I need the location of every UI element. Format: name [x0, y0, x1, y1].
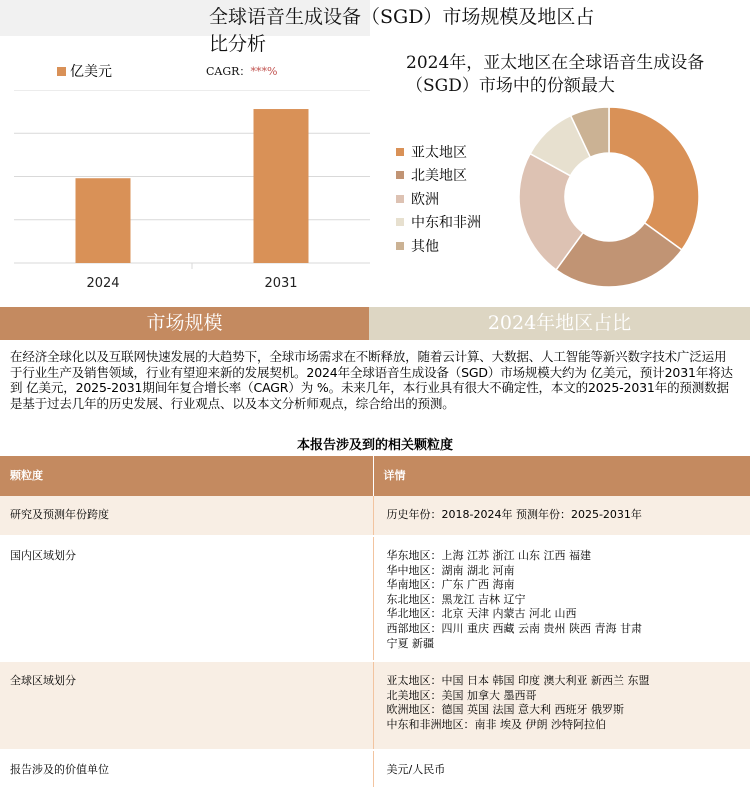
- cagr-label: [206, 63, 277, 79]
- donut-legend-label: 其他: [411, 238, 439, 255]
- table-cell-detail: [373, 750, 750, 788]
- detail-line: 东北地区：黑龙江 吉林 辽宁: [386, 592, 526, 606]
- donut-legend-item: [396, 187, 481, 211]
- table-row: [0, 496, 750, 536]
- detail-line: 美元/人民币: [386, 763, 446, 776]
- detail-line: 华东地区：上海 江苏 浙江 山东 江西 福建: [386, 549, 591, 562]
- intro-paragraph: 在经济全球化以及互联网快速发展的大趋势下，全球市场需求在不断释放，随着云计算、大数据、人工智能等新兴数字技术广泛运用于行业生产及销售领域，行业有望迎来新的发展契机。2024年全球语音生成设备（SGD）市场规模大约为 亿美元，预计2031年将达到 亿美元，2025-2031期间年复合增长率（CAGR）为 %。未来几年，本行业具有很大不确定性，本文的2025-2031年的预测数据是基于过去几年的历史发展、行业观点、以及本文分析师观点，综合给出的预测。: [10, 349, 733, 412]
- table-cell-label: 国内区域划分: [0, 536, 373, 661]
- donut-legend-swatch: [396, 242, 404, 250]
- donut-legend-item: [396, 234, 481, 258]
- detail-line: 宁夏 新疆: [386, 636, 434, 650]
- donut-slice-0: [609, 107, 699, 250]
- donut-legend-swatch: [396, 218, 404, 226]
- detail-line: 华北地区：北京 天津 内蒙古 河北 山西: [386, 607, 577, 621]
- donut-legend-label: 亚太地区: [411, 144, 467, 161]
- region-share-title: 2024年，亚太地区在全球语音生成设备（SGD）市场中的份额最大: [406, 53, 705, 96]
- section-region-share: 2024年地区占比: [369, 307, 750, 340]
- detail-line: 亚太地区：中国 日本 韩国 印度 澳大利亚 新西兰 东盟: [386, 674, 650, 687]
- donut-legend-label: 中东和非洲: [411, 215, 481, 232]
- donut-legend-item: [396, 164, 481, 188]
- table-cell-label: 报告涉及的价值单位: [0, 750, 373, 788]
- x-tick-label: 2031: [264, 276, 298, 291]
- detail-line: 华中地区：湖南 湖北 河南: [386, 563, 515, 577]
- donut-legend-label: 北美地区: [411, 168, 467, 185]
- bar-2031: [254, 109, 309, 263]
- table-cell-detail: [373, 661, 750, 750]
- detail-line: 华南地区：广东 广西 海南: [386, 578, 515, 592]
- page-title: 全球语音生成设备（SGD）市场规模及地区占比分析: [209, 6, 595, 55]
- table-header-details: 详情: [373, 456, 750, 496]
- table-cell-detail: [373, 496, 750, 536]
- donut-legend-label: 欧洲: [411, 191, 439, 208]
- detail-line: 欧洲地区：德国 英国 法国 意大利 西班牙 俄罗斯: [386, 703, 624, 717]
- detail-line: 北美地区：美国 加拿大 墨西哥: [386, 688, 537, 702]
- table-cell-label: 全球区域划分: [0, 661, 373, 750]
- donut-legend-swatch: [396, 171, 404, 179]
- detail-line: 历史年份：2018-2024年 预测年份：2025-2031年: [386, 508, 642, 521]
- table-title: 本报告涉及到的相关颗粒度: [296, 438, 453, 453]
- donut-legend-swatch: [396, 148, 404, 156]
- detail-line: 中东和非洲地区：南非 埃及 伊朗 沙特阿拉伯: [386, 717, 606, 731]
- section-market-size: 市场规模: [0, 307, 369, 340]
- donut-legend-swatch: [396, 195, 404, 203]
- donut-legend-item: [396, 211, 481, 235]
- table-header-granularity: 颗粒度: [0, 456, 373, 496]
- table-row: [0, 661, 750, 750]
- table-row: [0, 750, 750, 788]
- table-cell-label: 研究及预测年份跨度: [0, 496, 373, 536]
- table-row: [0, 536, 750, 661]
- granularity-table: [0, 456, 750, 789]
- table-cell-detail: [373, 536, 750, 661]
- bar-2024: [76, 178, 131, 263]
- region-share-donut-chart: [518, 106, 700, 288]
- bar-legend-swatch: [57, 67, 66, 76]
- detail-line: 西部地区：四川 重庆 西藏 云南 贵州 陕西 青海 甘肃: [386, 621, 642, 635]
- bar-legend-label: 亿美元: [70, 64, 112, 80]
- market-size-bar-chart: [0, 90, 380, 300]
- donut-legend: [396, 140, 481, 258]
- x-tick-label: 2024: [86, 276, 120, 291]
- cagr-prefix: CAGR：: [206, 65, 251, 78]
- donut-legend-item: [396, 140, 481, 164]
- cagr-value: ***%: [250, 65, 278, 78]
